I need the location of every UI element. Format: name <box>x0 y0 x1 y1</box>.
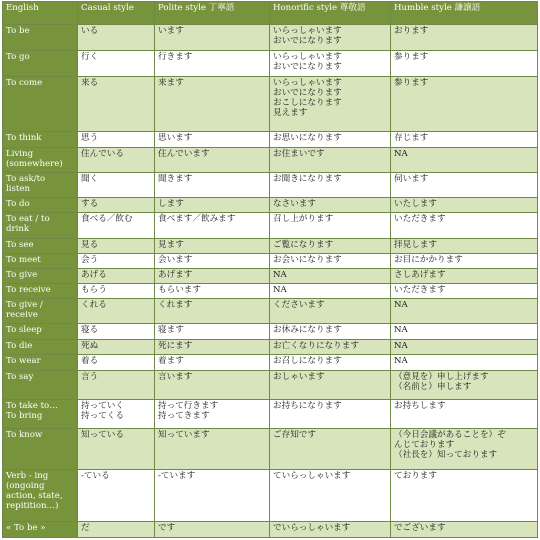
row-polite-cell <box>155 324 270 340</box>
row-polite-text: 死にます <box>158 341 193 352</box>
row-english-text: To do <box>6 199 30 210</box>
row-humble-cell <box>391 268 538 283</box>
row-english-cell <box>3 238 78 253</box>
row-english-cell <box>3 131 78 147</box>
row-polite-cell <box>155 470 270 521</box>
row-english-text: To sleep <box>6 325 42 336</box>
row-casual-text: 行く <box>81 52 99 63</box>
row-honorific-cell <box>270 324 391 340</box>
row-honorific-cell <box>270 173 391 198</box>
row-honorific-cell <box>270 429 391 470</box>
row-polite-text: です <box>158 522 176 533</box>
row-polite-cell <box>155 355 270 370</box>
row-humble-text: NA <box>394 148 408 159</box>
row-casual-cell <box>78 324 155 340</box>
row-humble-text: でございます <box>394 522 446 533</box>
row-casual-cell <box>78 198 155 213</box>
row-polite-text: します <box>158 199 184 210</box>
row-casual-cell <box>78 131 155 147</box>
row-humble-cell <box>391 370 538 399</box>
row-honorific-text: ご覧になります <box>273 239 334 250</box>
row-honorific-text: ご存知です <box>273 430 316 441</box>
table-row <box>3 355 538 370</box>
row-english-text: To give <box>6 269 38 280</box>
row-polite-text: 見ます <box>158 239 184 250</box>
row-polite-text: くれます <box>158 300 193 311</box>
row-english-cell <box>3 173 78 198</box>
row-honorific-text: お住まいです <box>273 148 325 159</box>
row-honorific-text: お聞きになります <box>273 174 342 185</box>
row-honorific-text: なさいます <box>273 199 316 210</box>
row-english-cell <box>3 399 78 428</box>
table-row <box>3 370 538 399</box>
row-humble-text: いたします <box>394 199 437 210</box>
header-humble: Humble style 謙譲語 <box>391 2 538 25</box>
row-polite-text: 言います <box>158 371 193 382</box>
row-casual-cell <box>78 173 155 198</box>
row-honorific-cell <box>270 355 391 370</box>
table-row <box>3 283 538 298</box>
row-humble-cell <box>391 283 538 298</box>
row-casual-cell <box>78 370 155 399</box>
row-humble-cell <box>391 299 538 324</box>
row-humble-text: さしあげます <box>394 269 446 280</box>
row-english-text: To see <box>6 239 34 250</box>
row-casual-text: 思う <box>81 132 99 143</box>
row-casual-text: 聞く <box>81 174 99 185</box>
row-english-text: To take to… To bring <box>6 400 58 421</box>
row-english-cell <box>3 470 78 521</box>
row-casual-text: する <box>81 199 99 210</box>
row-polite-cell <box>155 25 270 51</box>
row-honorific-cell <box>270 131 391 147</box>
table-row <box>3 25 538 51</box>
row-honorific-cell <box>270 77 391 131</box>
row-casual-text: 会う <box>81 254 99 265</box>
row-honorific-text: いらっしゃいます おいでになります <box>273 52 342 73</box>
row-english-cell <box>3 521 78 537</box>
row-english-text: To give / receive <box>6 300 43 321</box>
row-humble-text: ております <box>394 471 437 482</box>
row-english-text: To say <box>6 371 34 382</box>
row-english-text: To die <box>6 341 33 352</box>
row-honorific-cell <box>270 253 391 268</box>
row-humble-cell <box>391 198 538 213</box>
row-english-text: Living (somewhere) <box>6 148 63 169</box>
row-casual-cell <box>78 429 155 470</box>
row-english-text: To be <box>6 26 30 36</box>
row-polite-text: 持って行きます 持ってきます <box>158 400 219 421</box>
row-polite-cell <box>155 173 270 198</box>
row-honorific-cell <box>270 51 391 77</box>
row-casual-text: 住んでいる <box>81 148 124 159</box>
table-row <box>3 324 538 340</box>
table-row <box>3 77 538 131</box>
row-polite-text: 知っています <box>158 430 210 441</box>
row-english-text: To receive <box>6 284 51 295</box>
row-casual-cell <box>78 283 155 298</box>
row-humble-cell <box>391 399 538 428</box>
row-humble-text: NA <box>394 356 408 367</box>
row-casual-text: 死ぬ <box>81 341 99 352</box>
row-polite-cell <box>155 51 270 77</box>
row-honorific-cell <box>270 283 391 298</box>
row-casual-text: もらう <box>81 284 107 295</box>
row-polite-text: -ています <box>158 471 196 482</box>
row-humble-text: お持ちします <box>394 400 446 411</box>
row-polite-cell <box>155 370 270 399</box>
row-humble-text: 拝見します <box>394 239 437 250</box>
table-row <box>3 470 538 521</box>
table-row <box>3 299 538 324</box>
row-humble-cell <box>391 25 538 51</box>
table-row <box>3 429 538 470</box>
row-casual-text: あげる <box>81 269 107 280</box>
row-humble-text: おります <box>394 26 429 36</box>
row-english-text: To think <box>6 132 42 143</box>
header-english: English <box>3 2 78 25</box>
row-honorific-cell <box>270 198 391 213</box>
row-english-cell <box>3 77 78 131</box>
row-humble-text: NA <box>394 325 408 336</box>
row-humble-text: （今日会議があることを）ぞ んじております （社長を）知っております <box>394 430 506 461</box>
row-casual-text: 着る <box>81 356 99 367</box>
row-humble-cell <box>391 173 538 198</box>
row-casual-text: 知っている <box>81 430 124 441</box>
table-row <box>3 340 538 355</box>
row-humble-cell <box>391 470 538 521</box>
row-casual-cell <box>78 399 155 428</box>
header-casual: Casual style <box>78 2 155 25</box>
row-english-text: To wear <box>6 356 41 367</box>
table-row <box>3 147 538 172</box>
row-honorific-cell <box>270 399 391 428</box>
row-polite-text: 聞きます <box>158 174 193 185</box>
row-humble-cell <box>391 324 538 340</box>
row-honorific-cell <box>270 268 391 283</box>
row-polite-text: います <box>158 26 184 36</box>
row-polite-cell <box>155 283 270 298</box>
row-casual-text: 寝る <box>81 325 99 336</box>
table-row <box>3 399 538 428</box>
row-casual-cell <box>78 147 155 172</box>
row-humble-cell <box>391 521 538 537</box>
keigo-table <box>2 1 538 538</box>
row-english-cell <box>3 299 78 324</box>
row-english-text: To ask/to listen <box>6 174 46 195</box>
row-humble-text: 存じます <box>394 132 429 143</box>
row-polite-cell <box>155 77 270 131</box>
table-row <box>3 51 538 77</box>
row-polite-text: 会います <box>158 254 193 265</box>
row-english-cell <box>3 147 78 172</box>
row-polite-cell <box>155 131 270 147</box>
row-humble-cell <box>391 147 538 172</box>
row-humble-text: NA <box>394 300 408 311</box>
row-humble-cell <box>391 340 538 355</box>
row-polite-text: 寝ます <box>158 325 184 336</box>
row-humble-text: 伺います <box>394 174 429 185</box>
row-english-cell <box>3 51 78 77</box>
row-casual-text: -ている <box>81 471 110 482</box>
row-casual-text: だ <box>81 522 90 533</box>
row-honorific-cell <box>270 521 391 537</box>
header-polite: Polite style 丁寧語 <box>155 2 270 25</box>
table-row <box>3 521 538 537</box>
row-casual-cell <box>78 77 155 131</box>
row-humble-cell <box>391 213 538 238</box>
row-polite-text: あげます <box>158 269 193 280</box>
row-humble-text: いただきます <box>394 214 446 225</box>
row-english-text: To know <box>6 430 43 441</box>
row-english-cell <box>3 283 78 298</box>
row-honorific-text: でいらっしゃいます <box>273 522 351 533</box>
row-humble-cell <box>391 77 538 131</box>
row-humble-cell <box>391 131 538 147</box>
header-honorific: Honorific style 尊敬語 <box>270 2 391 25</box>
header-row <box>3 2 538 25</box>
row-honorific-cell <box>270 213 391 238</box>
row-honorific-text: ていらっしゃいます <box>273 471 351 482</box>
row-honorific-cell <box>270 299 391 324</box>
row-humble-cell <box>391 51 538 77</box>
row-casual-cell <box>78 340 155 355</box>
row-humble-cell <box>391 253 538 268</box>
row-polite-cell <box>155 198 270 213</box>
row-casual-cell <box>78 268 155 283</box>
row-casual-cell <box>78 355 155 370</box>
row-polite-text: 住んでいます <box>158 148 210 159</box>
row-casual-cell <box>78 25 155 51</box>
row-english-cell <box>3 370 78 399</box>
row-english-cell <box>3 213 78 238</box>
row-humble-cell <box>391 355 538 370</box>
row-english-cell <box>3 25 78 51</box>
row-english-text: To go <box>6 52 30 63</box>
row-honorific-cell <box>270 370 391 399</box>
row-honorific-text: お持ちになります <box>273 400 342 411</box>
row-english-cell <box>3 324 78 340</box>
row-honorific-text: 召し上がります <box>273 214 334 225</box>
table-body <box>3 25 538 538</box>
row-polite-cell <box>155 429 270 470</box>
row-humble-text: （意見を）申し上げます （名前と）申します <box>394 371 489 392</box>
table-row <box>3 131 538 147</box>
row-casual-cell <box>78 253 155 268</box>
row-casual-text: くれる <box>81 300 107 311</box>
row-polite-cell <box>155 340 270 355</box>
row-english-text: To come <box>6 78 43 89</box>
row-polite-text: 思います <box>158 132 193 143</box>
row-honorific-cell <box>270 470 391 521</box>
row-english-text: « To be » <box>6 522 46 533</box>
row-honorific-text: くださいます <box>273 300 325 311</box>
row-casual-cell <box>78 470 155 521</box>
row-polite-cell <box>155 268 270 283</box>
row-english-cell <box>3 268 78 283</box>
row-casual-cell <box>78 299 155 324</box>
row-honorific-text: お休みになります <box>273 325 342 336</box>
row-casual-text: いる <box>81 26 99 36</box>
row-humble-text: お目にかかります <box>394 254 463 265</box>
row-honorific-cell <box>270 340 391 355</box>
row-honorific-text: いらっしゃいます おいでになります おこしになります 見えます <box>273 78 342 119</box>
row-honorific-cell <box>270 238 391 253</box>
table-row <box>3 213 538 238</box>
row-casual-cell <box>78 238 155 253</box>
table-row <box>3 238 538 253</box>
row-honorific-cell <box>270 147 391 172</box>
row-english-cell <box>3 340 78 355</box>
row-humble-text: 参ります <box>394 52 429 63</box>
row-polite-cell <box>155 521 270 537</box>
row-polite-cell <box>155 238 270 253</box>
row-honorific-text: お召しになります <box>273 356 342 367</box>
row-casual-text: 持っていく 持ってくる <box>81 400 124 421</box>
row-casual-text: 来る <box>81 78 99 89</box>
row-casual-text: 見る <box>81 239 99 250</box>
row-english-text: To meet <box>6 254 41 265</box>
row-polite-text: 来ます <box>158 78 184 89</box>
row-casual-cell <box>78 521 155 537</box>
row-polite-cell <box>155 253 270 268</box>
row-polite-text: 着ます <box>158 356 184 367</box>
row-polite-text: もらいます <box>158 284 201 295</box>
row-polite-cell <box>155 399 270 428</box>
row-humble-cell <box>391 238 538 253</box>
row-honorific-text: お亡くなりになります <box>273 341 359 352</box>
table-row <box>3 253 538 268</box>
row-honorific-text: NA <box>273 269 287 280</box>
row-honorific-cell <box>270 25 391 51</box>
row-polite-text: 行きます <box>158 52 193 63</box>
row-humble-text: いただきます <box>394 284 446 295</box>
row-english-cell <box>3 429 78 470</box>
row-casual-cell <box>78 213 155 238</box>
row-polite-text: 食べます／飲みます <box>158 214 236 225</box>
row-casual-text: 言う <box>81 371 99 382</box>
row-honorific-text: お思いになります <box>273 132 342 143</box>
row-casual-text: 食べる／飲む <box>81 214 133 225</box>
row-honorific-text: お会いになります <box>273 254 342 265</box>
row-casual-cell <box>78 51 155 77</box>
row-english-cell <box>3 355 78 370</box>
row-polite-cell <box>155 213 270 238</box>
table-row <box>3 173 538 198</box>
row-english-text: Verb - ing (ongoing action, state, repitition…) <box>6 471 63 512</box>
row-english-cell <box>3 253 78 268</box>
row-humble-text: 参ります <box>394 78 429 89</box>
table-row <box>3 268 538 283</box>
row-polite-cell <box>155 299 270 324</box>
row-honorific-text: NA <box>273 284 287 295</box>
row-honorific-text: おしゃいます <box>273 371 325 382</box>
row-english-text: To eat / to drink <box>6 214 50 235</box>
table-row <box>3 198 538 213</box>
row-humble-cell <box>391 429 538 470</box>
row-humble-text: NA <box>394 341 408 352</box>
row-honorific-text: いらっしゃいます おいでになります <box>273 26 342 46</box>
row-english-cell <box>3 198 78 213</box>
row-polite-cell <box>155 147 270 172</box>
